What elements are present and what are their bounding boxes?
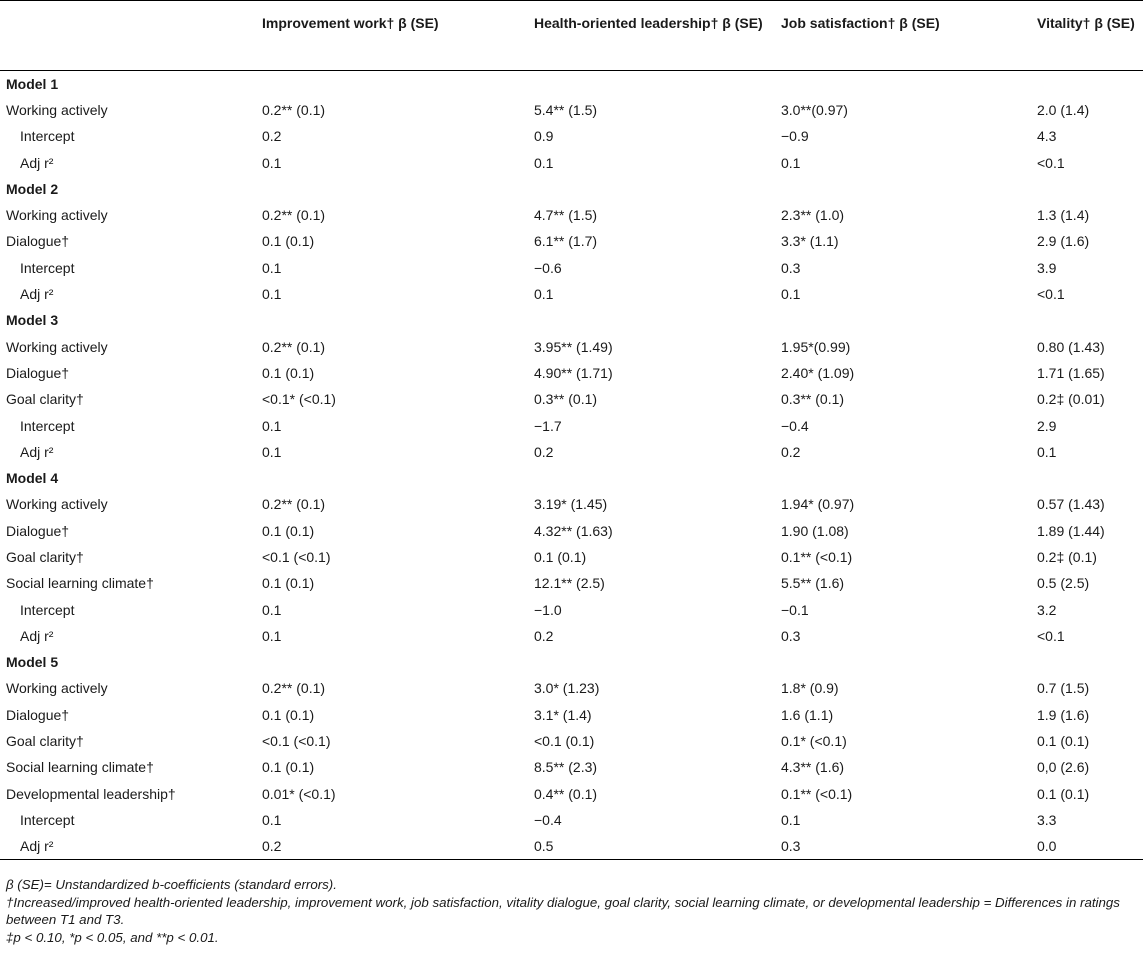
row-label: Dialogue†	[6, 233, 70, 250]
table-cell: 1.94* (0.97)	[781, 496, 855, 513]
row-label: Adj r²	[20, 838, 54, 854]
table-cell	[528, 465, 775, 491]
row-label: Working actively	[6, 101, 108, 118]
table-cell: 5.4** (1.5)	[534, 101, 598, 118]
table-cell: 5.5** (1.6)	[781, 575, 845, 592]
row-label: Intercept	[20, 259, 75, 276]
row-label: Model 5	[6, 654, 59, 671]
table-cell: 0.3	[781, 627, 801, 644]
table-cell: 8.5** (2.3)	[534, 759, 598, 776]
table-cell: −0.6	[534, 259, 562, 276]
table-cell: −0.9	[781, 128, 809, 145]
table-cell: 1.8* (0.9)	[781, 680, 839, 697]
row-label: Working actively	[6, 207, 108, 224]
footnote: β (SE)= Unstandardized b-coefficients (standard errors).	[6, 876, 337, 892]
row-label: Model 3	[6, 312, 59, 329]
table-cell	[1031, 307, 1143, 333]
row-label: Goal clarity†	[6, 548, 84, 565]
row-label: Goal clarity†	[6, 733, 84, 750]
table-cell: 0.1	[781, 286, 801, 303]
table-cell: 0.1** (<0.1)	[781, 785, 853, 802]
table-cell: 4.3** (1.6)	[781, 759, 845, 776]
table-row	[0, 518, 1143, 544]
table-cell: 0.2** (0.1)	[262, 207, 326, 224]
table-cell: 0.1 (0.1)	[262, 522, 315, 539]
row-label: Working actively	[6, 680, 108, 697]
header-cell: Improvement work† β (SE)	[262, 15, 439, 31]
table-cell: 3.2	[1037, 601, 1057, 618]
table-cell: 0.3** (0.1)	[781, 391, 845, 408]
table-cell: 0.2** (0.1)	[262, 680, 326, 697]
table-cell: 1.6 (1.1)	[781, 706, 834, 723]
table-cell: 0.1	[262, 601, 282, 618]
table-cell: 0.2	[534, 627, 554, 644]
table-cell: 0.2‡ (0.01)	[1037, 391, 1105, 408]
table-cell: −1.0	[534, 601, 562, 618]
table-cell	[256, 71, 528, 97]
table-cell: 0.2‡ (0.1)	[1037, 548, 1097, 565]
row-label: Adj r²	[20, 286, 54, 303]
table-cell	[1031, 71, 1143, 97]
table-cell: 0.1	[262, 811, 282, 828]
row-label: Dialogue†	[6, 364, 70, 381]
table-row	[0, 596, 1143, 622]
table-cell	[528, 307, 775, 333]
table-cell: 6.1** (1.7)	[534, 233, 598, 250]
table-cell: <0.1	[1037, 154, 1065, 171]
table-cell: 0.1	[262, 443, 282, 460]
table-row	[0, 728, 1143, 754]
table-cell: <0.1* (<0.1)	[262, 391, 336, 408]
table-cell: 2.40* (1.09)	[781, 364, 855, 381]
table-cell: 0.3	[781, 838, 801, 854]
table-cell: −1.7	[534, 417, 562, 434]
table-cell: 0.2** (0.1)	[262, 338, 326, 355]
table-cell: 0.1	[781, 811, 801, 828]
table-row	[0, 833, 1143, 859]
table-cell: 0.57 (1.43)	[1037, 496, 1105, 513]
table-cell: 0.5	[534, 838, 554, 854]
table-cell: 0.1 (0.1)	[262, 233, 315, 250]
table-row	[0, 702, 1143, 728]
header-cell: Health-oriented leadership† β (SE)	[534, 15, 763, 31]
table-cell: 0.3	[781, 259, 801, 276]
table-row	[0, 491, 1143, 517]
table-cell: 3.0* (1.23)	[534, 680, 600, 697]
table-cell: 0.1 (0.1)	[534, 548, 587, 565]
table-row	[0, 97, 1143, 123]
table-cell	[256, 307, 528, 333]
table-cell: 0.1	[1037, 443, 1057, 460]
table-cell: 12.1** (2.5)	[534, 575, 605, 592]
row-label: Working actively	[6, 496, 108, 513]
table-cell: 0.2	[262, 128, 282, 145]
footnote: †Increased/improved health-oriented leadership, improvement work, job satisfaction, vitality dialogue, goal clarity, social learning climate, or developmental leadership = Differences in ratings between T1 and T3.	[6, 894, 1120, 927]
table-row	[0, 228, 1143, 254]
table-cell: 0.9	[534, 128, 554, 145]
table-cell: 1.71 (1.65)	[1037, 364, 1105, 381]
table-cell: 1.89 (1.44)	[1037, 522, 1105, 539]
table-cell: 0.1 (0.1)	[262, 364, 315, 381]
table-row	[0, 439, 1143, 465]
table-cell: 1.95*(0.99)	[781, 338, 851, 355]
table-cell: 3.0**(0.97)	[781, 101, 848, 118]
table-cell: 0.1 (0.1)	[262, 759, 315, 776]
table-cell: 2.9	[1037, 417, 1057, 434]
table-cell: 3.3	[1037, 811, 1057, 828]
table-cell	[775, 176, 1031, 202]
row-label: Goal clarity†	[6, 391, 84, 408]
table-cell: 3.9	[1037, 259, 1057, 276]
table-cell: 0.1* (<0.1)	[781, 733, 847, 750]
header-cell: Vitality† β (SE)	[1037, 15, 1135, 31]
table-cell	[775, 307, 1031, 333]
model-heading-row	[0, 176, 1143, 202]
table-cell: 0.1 (0.1)	[262, 575, 315, 592]
header-cell: Job satisfaction† β (SE)	[781, 15, 940, 31]
table-cell: 0.1	[262, 286, 282, 303]
table-row	[0, 202, 1143, 228]
table-cell: 2.3** (1.0)	[781, 207, 845, 224]
row-label: Intercept	[20, 417, 75, 434]
table-cell: 0.1	[262, 417, 282, 434]
table-body	[0, 71, 1143, 860]
model-heading-row	[0, 307, 1143, 333]
table-cell: 0.4** (0.1)	[534, 785, 598, 802]
table-row	[0, 675, 1143, 701]
table-cell: 3.3* (1.1)	[781, 233, 839, 250]
table-cell: 3.19* (1.45)	[534, 496, 608, 513]
table-row	[0, 544, 1143, 570]
table-cell: 1.9 (1.6)	[1037, 706, 1090, 723]
table-cell	[528, 649, 775, 675]
row-label: Intercept	[20, 811, 75, 828]
table-cell: 4.7** (1.5)	[534, 207, 598, 224]
table-cell: 0.1 (0.1)	[262, 706, 315, 723]
table-row	[0, 123, 1143, 149]
table-cell	[528, 71, 775, 97]
table-row	[0, 255, 1143, 281]
table-cell	[775, 71, 1031, 97]
table-row	[0, 623, 1143, 649]
row-label: Working actively	[6, 338, 108, 355]
table-row	[0, 149, 1143, 175]
table-row	[0, 754, 1143, 780]
table-cell: 0.1 (0.1)	[1037, 733, 1090, 750]
table-cell: 0.1** (<0.1)	[781, 548, 853, 565]
table-cell: 0.80 (1.43)	[1037, 338, 1105, 355]
header-row	[0, 1, 1143, 71]
table-cell: <0.1	[1037, 286, 1065, 303]
table-cell	[256, 176, 528, 202]
model-heading-row	[0, 649, 1143, 675]
table-cell: 0.1	[262, 627, 282, 644]
table-cell: 0.2** (0.1)	[262, 101, 326, 118]
row-label: Adj r²	[20, 154, 54, 171]
row-label: Adj r²	[20, 627, 54, 644]
model-heading-row	[0, 71, 1143, 97]
row-label: Social learning climate†	[6, 759, 154, 776]
table-cell: 3.95** (1.49)	[534, 338, 613, 355]
table-cell	[1031, 465, 1143, 491]
table-cell: 0.1	[262, 259, 282, 276]
table-cell: 4.3	[1037, 128, 1057, 145]
table-row	[0, 281, 1143, 307]
table-cell: 0.01* (<0.1)	[262, 785, 336, 802]
table-row	[0, 412, 1143, 438]
table-cell: 0,0 (2.6)	[1037, 759, 1090, 776]
row-label: Social learning climate†	[6, 575, 154, 592]
table-row	[0, 360, 1143, 386]
row-label: Adj r²	[20, 443, 54, 460]
table-row	[0, 386, 1143, 412]
table-cell: 1.90 (1.08)	[781, 522, 849, 539]
table-cell: 0.7 (1.5)	[1037, 680, 1090, 697]
table-cell: 0.2	[534, 443, 554, 460]
table-cell	[528, 176, 775, 202]
table-cell: <0.1 (0.1)	[534, 733, 595, 750]
table-cell: 0.1	[262, 154, 282, 171]
table-cell: 1.3 (1.4)	[1037, 207, 1090, 224]
table-cell: 0.1 (0.1)	[1037, 785, 1090, 802]
table-cell: 0.2	[262, 838, 282, 854]
table-cell: 0.2	[781, 443, 801, 460]
table-cell: 3.1* (1.4)	[534, 706, 592, 723]
table-cell: −0.4	[781, 417, 809, 434]
table-cell: 0.1	[781, 154, 801, 171]
table-cell: 4.32** (1.63)	[534, 522, 613, 539]
row-label: Developmental leadership†	[6, 785, 176, 802]
table-cell: 0.1	[534, 286, 554, 303]
row-label: Dialogue†	[6, 522, 70, 539]
table-cell: <0.1 (<0.1)	[262, 548, 331, 565]
table-cell	[1031, 176, 1143, 202]
table-cell: 4.90** (1.71)	[534, 364, 613, 381]
row-label: Intercept	[20, 601, 75, 618]
table-cell: −0.4	[534, 811, 562, 828]
table-cell	[1031, 649, 1143, 675]
table-cell: −0.1	[781, 601, 809, 618]
table-cell: <0.1 (<0.1)	[262, 733, 331, 750]
table-row	[0, 781, 1143, 807]
table-cell: 0.0	[1037, 838, 1057, 854]
header-cell	[0, 1, 256, 71]
row-label: Model 1	[6, 75, 59, 92]
table-cell: <0.1	[1037, 627, 1065, 644]
table-cell	[256, 465, 528, 491]
row-label: Model 2	[6, 180, 59, 197]
table-row	[0, 570, 1143, 596]
table-cell	[256, 649, 528, 675]
table-footnotes	[0, 876, 1143, 946]
model-heading-row	[0, 465, 1143, 491]
table-row	[0, 807, 1143, 833]
row-label: Dialogue†	[6, 706, 70, 723]
table-cell: 0.1	[534, 154, 554, 171]
table-cell: 0.2** (0.1)	[262, 496, 326, 513]
table-cell: 0.3** (0.1)	[534, 391, 598, 408]
row-label: Intercept	[20, 128, 75, 145]
row-label: Model 4	[6, 470, 59, 487]
table-cell	[775, 465, 1031, 491]
table-cell: 2.0 (1.4)	[1037, 101, 1090, 118]
table-row	[0, 333, 1143, 359]
table-cell: 2.9 (1.6)	[1037, 233, 1090, 250]
table-cell	[775, 649, 1031, 675]
footnote: ‡p < 0.10, *p < 0.05, and **p < 0.01.	[6, 929, 219, 945]
table-cell: 0.5 (2.5)	[1037, 575, 1090, 592]
